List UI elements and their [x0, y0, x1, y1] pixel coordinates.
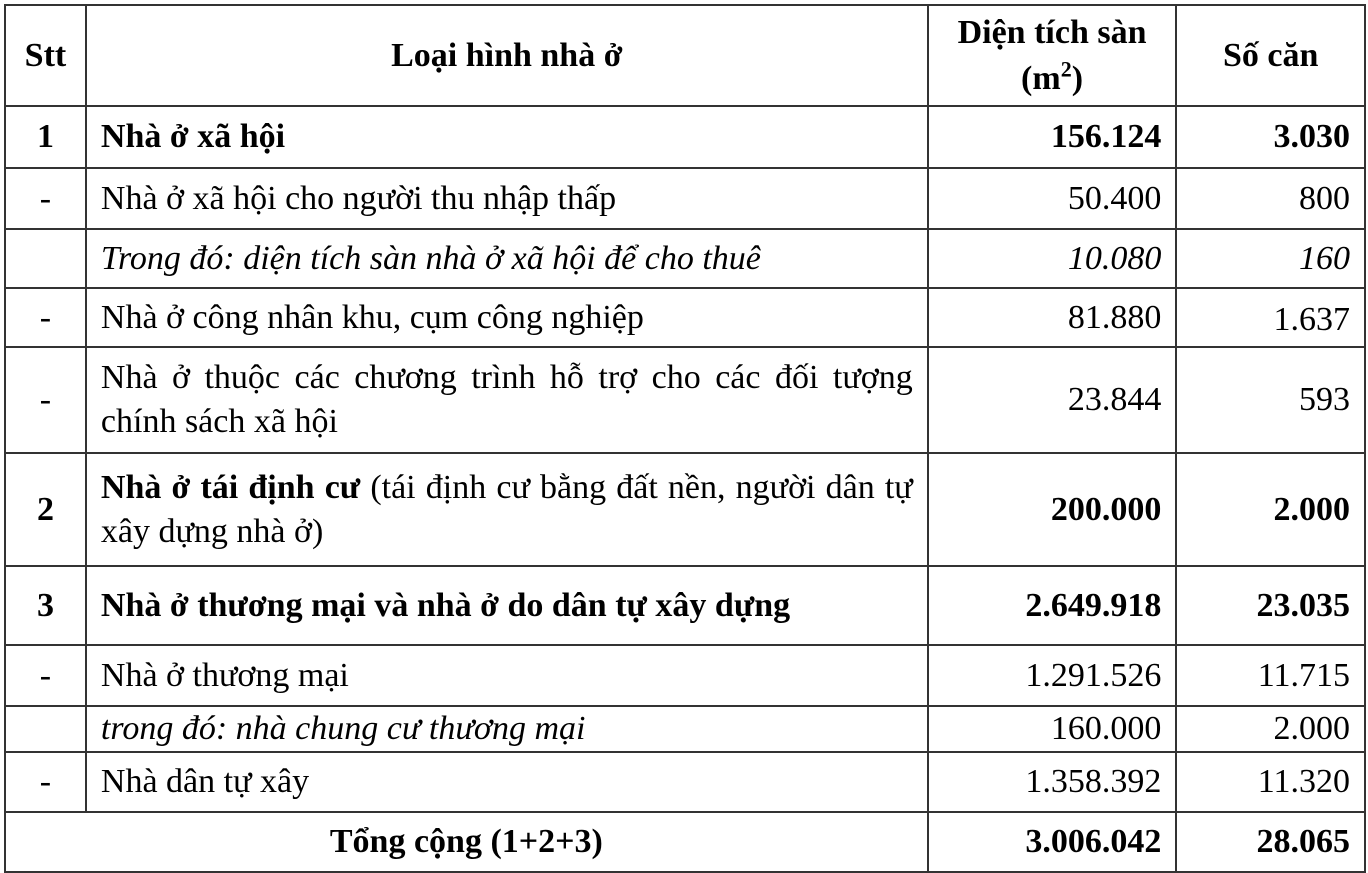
- table-row: [5, 752, 1365, 812]
- row-count: 11.715: [1176, 645, 1365, 706]
- row-label: Nhà ở thuộc các chương trình hỗ trợ cho các đối tượng chính sách xã hội: [86, 347, 928, 453]
- total-area: 3.006.042: [928, 812, 1177, 872]
- row-area: 10.080: [928, 229, 1177, 288]
- row-label: Nhà ở thương mại và nhà ở do dân tự xây dựng: [86, 566, 928, 645]
- row-count: 2.000: [1176, 453, 1365, 566]
- row-label-note: (tái định cư bằng đất nền, người dân tự xây dựng nhà ở): [100, 468, 913, 550]
- row-area: 200.000: [928, 453, 1177, 566]
- row-label: Nhà ở công nhân khu, cụm công nghiệp: [86, 288, 928, 347]
- row-count: 3.030: [1176, 106, 1365, 168]
- table-row: [5, 229, 1365, 288]
- table-row: [5, 168, 1365, 229]
- table-row: [5, 453, 1365, 566]
- row-stt: -: [5, 288, 86, 347]
- row-count: 160: [1176, 229, 1365, 288]
- row-label: Trong đó: diện tích sàn nhà ở xã hội để cho thuê: [86, 229, 928, 288]
- row-stt: 3: [5, 566, 86, 645]
- header-count: Số căn: [1176, 5, 1365, 106]
- row-area: 81.880: [928, 288, 1177, 347]
- row-area: 1.358.392: [928, 752, 1177, 812]
- row-stt: -: [5, 752, 86, 812]
- row-area: 160.000: [928, 706, 1177, 752]
- row-count: 11.320: [1176, 752, 1365, 812]
- header-area-unit-close: ): [1071, 59, 1084, 97]
- total-count: 28.065: [1176, 812, 1365, 872]
- row-stt: 2: [5, 453, 86, 566]
- row-area: 156.124: [928, 106, 1177, 168]
- row-label-bold: Nhà ở tái định cư: [100, 468, 361, 506]
- header-area-label: Diện tích sàn: [957, 13, 1147, 51]
- row-label: Nhà ở thương mại: [86, 645, 928, 706]
- row-area: 50.400: [928, 168, 1177, 229]
- row-count: 593: [1176, 347, 1365, 453]
- header-row: [5, 5, 1365, 106]
- table-row: [5, 347, 1365, 453]
- header-type: Loại hình nhà ở: [86, 5, 928, 106]
- row-stt: [5, 706, 86, 752]
- housing-table: [4, 4, 1366, 873]
- header-area-unit: (m: [1021, 59, 1061, 97]
- row-area: 1.291.526: [928, 645, 1177, 706]
- row-stt: -: [5, 168, 86, 229]
- table-row: [5, 706, 1365, 752]
- table-row: [5, 645, 1365, 706]
- row-label: [86, 453, 928, 566]
- header-area: [928, 5, 1177, 106]
- total-label: Tổng cộng (1+2+3): [5, 812, 928, 872]
- total-row: [5, 812, 1365, 872]
- row-stt: [5, 229, 86, 288]
- row-stt: 1: [5, 106, 86, 168]
- row-label: Nhà ở xã hội cho người thu nhập thấp: [86, 168, 928, 229]
- row-area: 23.844: [928, 347, 1177, 453]
- header-area-unit-sup: 2: [1060, 56, 1072, 82]
- table-row: [5, 288, 1365, 347]
- row-count: 1.637: [1176, 288, 1365, 347]
- row-count: 23.035: [1176, 566, 1365, 645]
- row-label: Nhà ở xã hội: [86, 106, 928, 168]
- row-count: 800: [1176, 168, 1365, 229]
- row-stt: -: [5, 347, 86, 453]
- row-label: trong đó: nhà chung cư thương mại: [86, 706, 928, 752]
- table-row: [5, 566, 1365, 645]
- row-stt: -: [5, 645, 86, 706]
- row-count: 2.000: [1176, 706, 1365, 752]
- row-label: Nhà dân tự xây: [86, 752, 928, 812]
- row-area: 2.649.918: [928, 566, 1177, 645]
- header-stt: Stt: [5, 5, 86, 106]
- table-row: [5, 106, 1365, 168]
